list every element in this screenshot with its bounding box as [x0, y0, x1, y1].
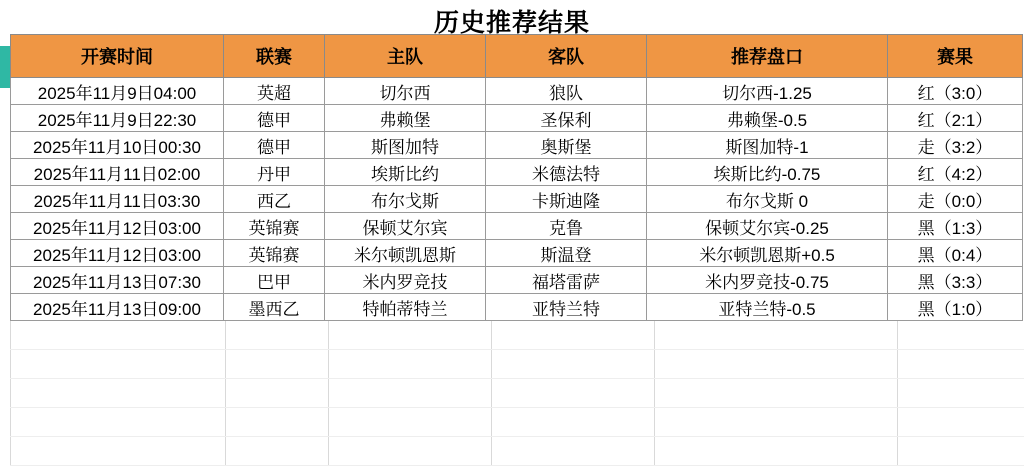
cell-time: 2025年11月11日02:00: [11, 159, 224, 186]
cell-time: 2025年11月9日04:00: [11, 78, 224, 105]
cell-result: [888, 159, 1023, 186]
result-label: 红: [917, 164, 935, 184]
empty-cell: [898, 321, 1024, 350]
cell-league: 西乙: [224, 186, 325, 213]
result-score: （3:2）: [934, 137, 993, 157]
cell-time: 2025年11月9日22:30: [11, 105, 224, 132]
cell-result: [888, 186, 1023, 213]
column-header-away: 客队: [486, 35, 647, 78]
result-score: （3:3）: [934, 272, 993, 292]
empty-cell: [11, 350, 226, 379]
empty-cell: [655, 437, 898, 466]
cell-pick: 米内罗竞技-0.75: [647, 267, 888, 294]
empty-cell: [898, 379, 1024, 408]
empty-cell: [329, 437, 492, 466]
result-label: 走: [917, 137, 935, 157]
table-row: [11, 78, 1023, 105]
left-accent-bar: [0, 46, 10, 88]
cell-pick: 埃斯比约-0.75: [647, 159, 888, 186]
cell-home: 米内罗竞技: [325, 267, 486, 294]
result-label: 黑: [917, 245, 935, 265]
table-row: [11, 213, 1023, 240]
empty-cell: [226, 379, 329, 408]
result-score: （1:3）: [934, 218, 993, 238]
table-row: [11, 240, 1023, 267]
empty-cell: [655, 379, 898, 408]
empty-row: [11, 321, 1024, 350]
cell-time: 2025年11月13日07:30: [11, 267, 224, 294]
table-row: [11, 294, 1023, 321]
cell-home: 特帕蒂特兰: [325, 294, 486, 321]
page-title: 历史推荐结果: [433, 9, 590, 37]
empty-rows-area: [10, 321, 1016, 466]
cell-away: 克鲁: [486, 213, 647, 240]
empty-cell: [329, 379, 492, 408]
cell-result: [888, 294, 1023, 321]
cell-pick: 弗赖堡-0.5: [647, 105, 888, 132]
cell-away: 奥斯堡: [486, 132, 647, 159]
cell-time: 2025年11月12日03:00: [11, 213, 224, 240]
table-row: [11, 267, 1023, 294]
cell-league: 英锦赛: [224, 213, 325, 240]
empty-cell: [11, 379, 226, 408]
empty-cell: [492, 379, 655, 408]
empty-cell: [226, 350, 329, 379]
empty-cell: [655, 350, 898, 379]
cell-league: 德甲: [224, 132, 325, 159]
cell-home: 米尔顿凯恩斯: [325, 240, 486, 267]
table-header-row: [11, 35, 1023, 78]
empty-row: [11, 379, 1024, 408]
cell-home: 斯图加特: [325, 132, 486, 159]
column-header-pick: 推荐盘口: [647, 35, 888, 78]
empty-cell: [492, 437, 655, 466]
cell-result: [888, 132, 1023, 159]
cell-league: 墨西乙: [224, 294, 325, 321]
table-row: [11, 105, 1023, 132]
cell-away: 圣保利: [486, 105, 647, 132]
cell-away: 福塔雷萨: [486, 267, 647, 294]
cell-time: 2025年11月13日09:00: [11, 294, 224, 321]
result-score: （0:4）: [934, 245, 993, 265]
empty-cell: [226, 408, 329, 437]
cell-pick: 保顿艾尔宾-0.25: [647, 213, 888, 240]
cell-pick: 布尔戈斯 0: [647, 186, 888, 213]
cell-away: 米德法特: [486, 159, 647, 186]
cell-pick: 斯图加特-1: [647, 132, 888, 159]
cell-home: 保顿艾尔宾: [325, 213, 486, 240]
result-label: 黑: [917, 272, 935, 292]
cell-away: 亚特兰特: [486, 294, 647, 321]
cell-result: [888, 105, 1023, 132]
table-row: [11, 186, 1023, 213]
empty-cell: [11, 437, 226, 466]
empty-cell: [226, 321, 329, 350]
column-header-result: 赛果: [888, 35, 1023, 78]
result-label: 红: [917, 110, 935, 130]
cell-league: 英锦赛: [224, 240, 325, 267]
empty-cell: [329, 350, 492, 379]
table-row: [11, 159, 1023, 186]
empty-cell: [11, 408, 226, 437]
cell-pick: 米尔顿凯恩斯+0.5: [647, 240, 888, 267]
cell-pick: 亚特兰特-0.5: [647, 294, 888, 321]
result-score: （1:0）: [934, 299, 993, 319]
cell-result: [888, 213, 1023, 240]
result-label: 黑: [917, 299, 935, 319]
cell-league: 巴甲: [224, 267, 325, 294]
result-score: （3:0）: [934, 83, 993, 103]
empty-cell: [655, 408, 898, 437]
cell-away: 斯温登: [486, 240, 647, 267]
cell-pick: 切尔西-1.25: [647, 78, 888, 105]
cell-time: 2025年11月12日03:00: [11, 240, 224, 267]
empty-cell: [11, 321, 226, 350]
empty-row: [11, 350, 1024, 379]
cell-home: 弗赖堡: [325, 105, 486, 132]
empty-cell: [329, 321, 492, 350]
table-row: [11, 132, 1023, 159]
cell-result: [888, 240, 1023, 267]
empty-cell: [329, 408, 492, 437]
result-score: （2:1）: [934, 110, 993, 130]
cell-home: 切尔西: [325, 78, 486, 105]
history-results-table: [10, 34, 1023, 321]
cell-result: [888, 78, 1023, 105]
empty-cell: [898, 437, 1024, 466]
cell-league: 德甲: [224, 105, 325, 132]
column-header-home: 主队: [325, 35, 486, 78]
empty-cell: [492, 408, 655, 437]
result-label: 红: [917, 83, 935, 103]
cell-home: 布尔戈斯: [325, 186, 486, 213]
empty-cell: [898, 350, 1024, 379]
table-body: [11, 78, 1023, 321]
cell-time: 2025年11月10日00:30: [11, 132, 224, 159]
empty-row: [11, 408, 1024, 437]
empty-cell: [492, 350, 655, 379]
cell-away: 狼队: [486, 78, 647, 105]
empty-row: [11, 437, 1024, 466]
cell-result: [888, 267, 1023, 294]
result-label: 走: [917, 191, 935, 211]
empty-grid: [10, 321, 1024, 466]
column-header-league: 联赛: [224, 35, 325, 78]
cell-league: 丹甲: [224, 159, 325, 186]
cell-home: 埃斯比约: [325, 159, 486, 186]
result-label: 黑: [917, 218, 935, 238]
empty-cell: [226, 437, 329, 466]
cell-time: 2025年11月11日03:30: [11, 186, 224, 213]
empty-cell: [898, 408, 1024, 437]
empty-cell: [492, 321, 655, 350]
cell-away: 卡斯迪隆: [486, 186, 647, 213]
column-header-time: 开赛时间: [11, 35, 224, 78]
result-score: （4:2）: [934, 164, 993, 184]
empty-cell: [655, 321, 898, 350]
cell-league: 英超: [224, 78, 325, 105]
result-score: （0:0）: [934, 191, 993, 211]
